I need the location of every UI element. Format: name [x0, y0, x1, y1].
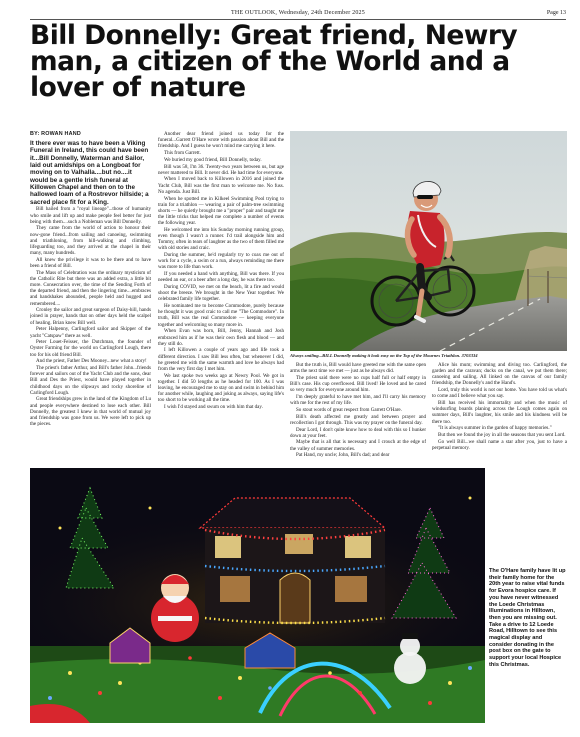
article-intro: It there ever was to have been a Viking Funeral in Ireland, this could have been it...Bill Donnelly, Waterman and Sailor, laid out amidships on a Longboat for moving on to Valhalla....but no....it would be a gentle Irish funeral at Killowen Chapel and then on to the hallowed loam of a Rostrevor hillside; a sacred place fit for a King. — [30, 140, 149, 206]
paragraph: Alice his mum; swimming and diving too. Carlingford, the garden and the caravan; ducks on the canal, we put them there; canoeing and sailing. All linked on the canvas of our family friendship, the Donnelly's and the Hand's. — [432, 362, 567, 387]
paragraph: This from Garrett. — [164, 150, 201, 157]
paragraph: Peter Halpenny, Carlingford sailor and Skipper of the yacht "Catspaw" there as well. — [30, 326, 151, 339]
photo-2-caption: The O'Hare family have lit up their family home for the 20th year to raise vital funds for Evora hospice care. If you have never witnessed the Loede Christmas Illuminations in Hilltown, then you are missing out. Take a drive to 12 Loede Road, Hilltown to see this magical display and consider donating in the post box on the gate to support your local Hospice this Christmas. — [489, 568, 566, 668]
paragraph: So stout words of great respect from Garrett O'Hare. — [296, 406, 402, 413]
paragraph: But the truth is, Bill would have greeted me with the same open arms the next time we met — just as he always did. — [290, 362, 426, 375]
paragraph: He welcomed me into his Sunday morning running group, even though I wasn't a runner. I'd trail alongside him and Tommy, often in tears of laughter as the two of them filled me with old stories and craic. — [158, 226, 284, 252]
article-column-3 — [290, 362, 426, 462]
christmas-lights-photo — [30, 468, 485, 723]
masthead: THE OUTLOOK, Wednesday, 24th December 2025 — [231, 10, 365, 16]
paragraph: Peter Louet-Feisser, the Dutchman, the founder of Oyster Farming for the world on Carlingford Lough, there too for his old friend Bill. — [30, 339, 151, 358]
paragraph: When I moved back to Killowen in 2016 and joined the Yacht Club, Bill was the first man to welcome me. No fuss. No agenda. Just Bill. — [158, 176, 284, 195]
article-column-4 — [432, 362, 567, 462]
paragraph: He nominated me to become Commodore, purely because he thought it was good craic to call me "The Commodore". In truth, Bill was the real Commodore — keeping everyone together and welcoming so many more in. — [158, 303, 284, 328]
paragraph: I'm deeply grateful to have met him, and I'll carry his memory with me for the rest of my life. — [290, 393, 426, 407]
paragraph: Bill hailed from a "royal lineage"...those of humanity who smile and lift up and make people feel better for just being with them....such a Nobleman was Bill Donnelly. — [30, 206, 151, 225]
paragraph: But then we found the joy in all the seasons that you sent Lord. — [438, 432, 566, 439]
paragraph: Go well Bill...we shall name a star after you, just to have a perpetual memory. — [432, 438, 567, 451]
column-1-body — [30, 206, 151, 427]
column-3-body — [290, 362, 426, 459]
paragraph: When Evan was born, Bill, Jenny, Hannah and Josh embraced him as if he was their own flesh and blood — and they still do. — [158, 328, 284, 347]
cyclist-photo — [290, 131, 567, 351]
paragraph: And the priest, Father Des Mooney...new what a story! — [36, 358, 147, 365]
paragraph: Cronley the sailor and great surgeon of Daisy-hill, hands joined in prayer, hands that on other days held the scalpel of healing. Brian knew Bill well. — [30, 307, 151, 326]
paragraph: When he spotted me in Kilkeel Swimming Pool trying to train for a triathlon — wearing a pair of palm-tree swimming shorts — he quietly brought me a "proper" pair and taught me the little tricks that helped me complete a number of events the following year. — [158, 195, 284, 227]
paragraph: Pat Hand, my uncle; John, Bill's dad; and dear — [296, 452, 390, 459]
column-4-body — [432, 362, 567, 451]
paragraph: Great friendships grew in the land of the Kingdom of Lu and people everywhere destined to lose each other. Bill Donnelly, the greatest I knew in that world of mutual joy and friendship was gone from us. We were left to pick up the pieces. — [30, 396, 151, 428]
paragraph: During the summer, he'd regularly try to coax me out of work for a cycle, a swim or a run, always reminding me there was more to life than work. — [158, 252, 284, 271]
paragraph: Lord, truly this world is not our home. You have told us what's to come and I believe what you say. — [432, 387, 567, 400]
paragraph: During COVID, we met on the beach, lit a fire and would shoot the breeze. We brought in the New Year together. We celebrated family life together. — [158, 284, 284, 303]
article-column-1 — [30, 131, 151, 458]
byline: BY: ROWAN HAND — [30, 131, 81, 137]
article-column-2 — [158, 131, 284, 458]
photo-1-caption: Always smiling...BILL Donnelly making it look easy on the Top of the Mournes Triathlon. 3703334 — [290, 353, 478, 358]
headline: Bill Donnelly: Great friend, Newry man, a citizen of the World and a lover of nature — [30, 20, 518, 103]
page-header — [30, 8, 566, 20]
column-2-body — [158, 131, 284, 410]
paragraph: The Mass of Celebration was the ordinary mysticism of the Catholic Rite but there was an added extra, a little bit more. Consecration over, the time of the Sending Forth of the departed friend, and then the lingering time....embraces and handshakes abounded, people held and hugged and remembered.... — [30, 269, 151, 307]
paragraph: Dear Lord, I don't quite know how to deal with this so I hunker down at your feet. — [290, 426, 426, 439]
paragraph: The priest said there were no cups half full or half empty in Bill's case. His cup overflowed. Bill lived! He loved and he cared so very much for everyone around him. — [290, 374, 426, 394]
paragraph: If you needed a hand with anything, Bill was there. If you needed an ear, or a beer after a long day, he was there too. — [158, 271, 284, 284]
paragraph: They came from the world of action to honour their now-gone friend...from sailing and canoeing, swimming and triathloning, from hill-walking and climbing, lifeguarding too, and they arrived at the chapel in their many, many hundreds. — [30, 225, 151, 257]
paragraph: I left Killowen a couple of years ago and life took a different direction. I saw Bill less often, but whenever I did, he greeted me with the same warmth and love he always had from the very first day I met him. — [158, 347, 284, 372]
paragraph: The priest's father Arthur, and Bill's father John...friends forever and sailors out of the Yacht Club and the sons, dear Bill and Des the Priest, would have played together in childhood days on the slipways and rocky shoreline of Carlingford Lough. — [30, 365, 151, 396]
paragraph: Bill has received his immortality and when the music of windsurfing boards planing across the Lough comes again on summer days, Bill's laughter, his smile and his kindness will be there too. — [432, 400, 567, 425]
paragraph: All knew the privilege it was to be there and to have been a friend of Bill. — [30, 256, 151, 270]
paragraph: Bill's death affected me greatly and between prayer and recollection I got through. This was my prayer on the funeral day. — [290, 413, 426, 426]
paragraph: We last spoke two weeks ago at Newry Pool. We got in together. I did 50 lengths as he headed for 100. As I was leaving, he encouraged me to stay on and swim in behind him for another while, laughing and joking as always, saying life's too short to be working all the time. — [158, 372, 284, 404]
paragraph: "It is always summer in the garden of happy memories." — [438, 425, 552, 432]
page-number: Page 13 — [546, 10, 566, 16]
paragraph: Maybe that is all that is necessary and I crouch at the edge of the valley of summer memories. — [290, 439, 426, 452]
paragraph: Bill was 58, I'm 36. Twenty-two years between us, but age never mattered to Bill. It never did. He had time for everyone. — [158, 163, 284, 176]
paragraph: I wish I'd stayed and swum on with him that day. — [164, 404, 263, 411]
paragraph: We buried my good friend, Bill Donnelly, today. — [164, 156, 262, 163]
paragraph: Another dear friend joined us today for the funeral...Garrett O'Hare wrote with passion about Bill and the friendship. And I guess he won't mind me carrying it here. — [158, 131, 284, 150]
